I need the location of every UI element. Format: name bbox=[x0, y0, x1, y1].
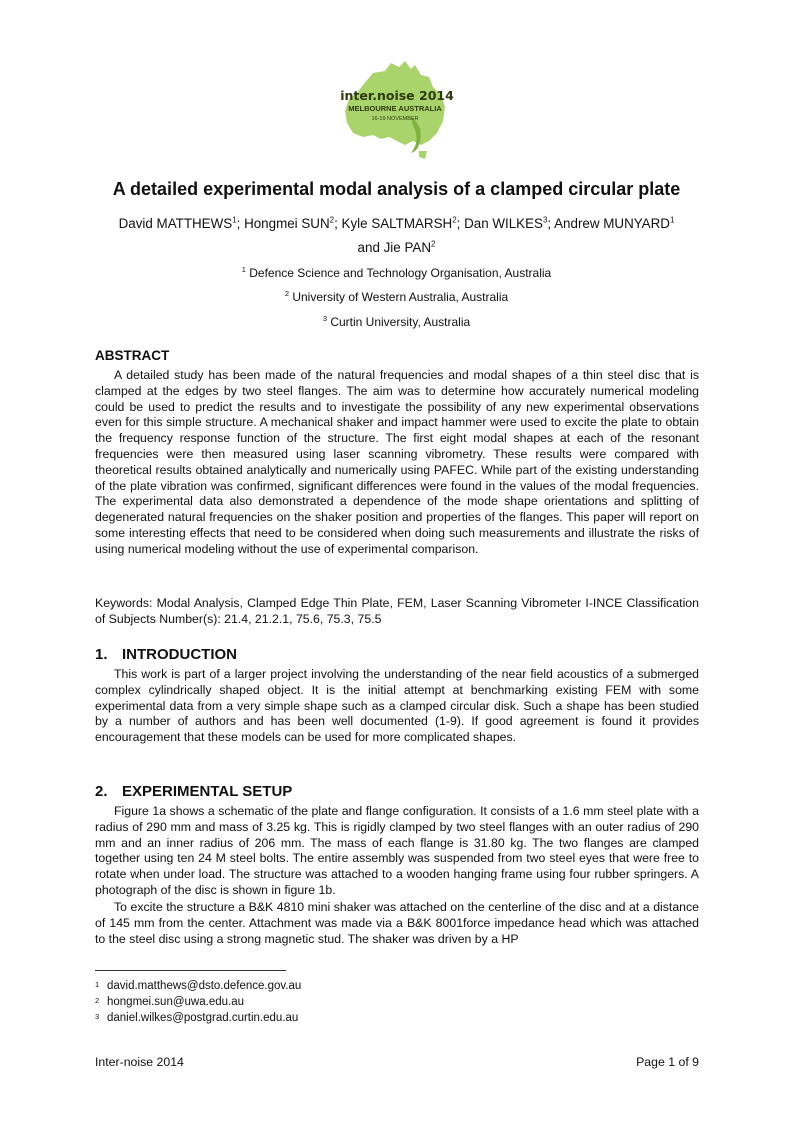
introduction-paragraph: This work is part of a larger project involving the understanding of the near field acoustics of a submerged complex cylindrically shaped object. It is the initial attempt at benchmarking existing FEM with some experimental data from a very simple shape such as a clamped circular disk. Such a shape has been studied by a number of authors and has been well documented (1-9). If good agreement is found it provides encouragement that these models can be used for more complicated shapes. bbox=[95, 667, 699, 745]
affiliation-2 bbox=[0, 288, 793, 306]
author-affiliation-marker: 2 bbox=[452, 215, 457, 225]
section-number: 2. bbox=[95, 783, 108, 800]
section-title: EXPERIMENTAL SETUP bbox=[122, 783, 293, 800]
footnote-email: david.matthews@dsto.defence.gov.au bbox=[107, 980, 302, 992]
experimental-setup-paragraph-1: Figure 1a shows a schematic of the plate and flange configuration. It consists of a 1.6 mm steel plate with a radius of 290 mm and mass of 3.25 kg. This is rigidly clamped by two steel flanges with an outer radius of 290 mm and an inner radius of 206 mm. The mass of each flange is 31.80 kg. The two flanges are clamped together using ten 24 M steel bolts. The entire assembly was suspended from two steel eyes that were free to rotate when under load. The structure was attached to a wooden hanging frame using four rubber springers. A photograph of the disc is shown in figure 1b. bbox=[95, 804, 699, 897]
footnote-1 bbox=[95, 980, 301, 993]
affiliation-text: University of Western Australia, Australia bbox=[288, 290, 509, 304]
footer-page-number: Page 1 of 9 bbox=[636, 1055, 699, 1069]
footnote-marker: 1 bbox=[95, 980, 100, 989]
footnote-email: hongmei.sun@uwa.edu.au bbox=[107, 996, 244, 1008]
logo-line-1: inter.noise 2014 bbox=[340, 88, 454, 103]
footnote-divider bbox=[95, 970, 286, 971]
author-name: David MATTHEWS bbox=[118, 216, 233, 231]
logo-line-2: MELBOURNE AUSTRALIA bbox=[348, 104, 442, 113]
author-affiliation-marker: 1 bbox=[232, 215, 237, 225]
conference-logo bbox=[333, 55, 458, 163]
section-number: 1. bbox=[95, 646, 108, 663]
australia-map-shape bbox=[345, 61, 445, 145]
affiliation-text: Defence Science and Technology Organisation, Australia bbox=[245, 266, 552, 280]
logo-line-3: 16-19 NOVEMBER bbox=[371, 116, 419, 122]
section-heading-experimental-setup bbox=[95, 783, 292, 801]
abstract-heading: ABSTRACT bbox=[95, 348, 170, 363]
author-name: and Jie PAN bbox=[357, 240, 431, 255]
affiliation-1 bbox=[0, 264, 793, 282]
author-name: ; Hongmei SUN bbox=[236, 216, 330, 231]
affiliation-marker: 3 bbox=[322, 314, 327, 323]
footnote-email: daniel.wilkes@postgrad.curtin.edu.au bbox=[107, 1012, 299, 1024]
section-title: INTRODUCTION bbox=[122, 646, 237, 663]
footer-conference-name: Inter-noise 2014 bbox=[95, 1055, 184, 1069]
author-affiliation-marker: 2 bbox=[431, 239, 436, 249]
affiliation-marker: 1 bbox=[241, 265, 246, 274]
author-name: ; Kyle SALTMARSH bbox=[334, 216, 453, 231]
footnote-marker: 2 bbox=[95, 996, 100, 1005]
paper-title: A detailed experimental modal analysis of a clamped circular plate bbox=[112, 179, 681, 199]
author-list-continued bbox=[0, 239, 793, 257]
experimental-setup-paragraph-2: To excite the structure a B&K 4810 mini shaker was attached on the centerline of the disc and at a distance of 145 mm from the center. Attachment was made via a B&K 8001force impedance head which was attached to the steel disc using a strong magnetic stud. The shaker was driven by a HP bbox=[95, 900, 699, 946]
tasmania-shape bbox=[419, 151, 427, 159]
author-affiliation-marker: 1 bbox=[669, 215, 675, 225]
author-affiliation-marker: 2 bbox=[329, 215, 335, 225]
author-list bbox=[0, 215, 793, 233]
affiliation-3 bbox=[0, 313, 793, 331]
footnote-3 bbox=[95, 1012, 298, 1025]
section-heading-introduction bbox=[95, 646, 237, 664]
affiliation-text: Curtin University, Australia bbox=[327, 315, 471, 329]
affiliation-marker: 2 bbox=[284, 289, 289, 298]
author-name: ; Andrew MUNYARD bbox=[547, 216, 670, 231]
footnote-2 bbox=[95, 996, 244, 1009]
abstract-text: A detailed study has been made of the natural frequencies and modal shapes of a thin steel disc that is clamped at the edges by two steel flanges. The aim was to determine how accurately numerical modeling could be used to predict the results and to investigate the possibility of any new experimental observations even for this simple structure. A mechanical shaker and impact hammer were used to excite the plate to obtain the frequency response function of the structure. The first eight modal shapes at each of the resonant frequencies were then measured using laser scanning vibrometry. These results were compared with theoretical results obtained analytically and numerically using PAFEC. While part of the existing understanding of the plate vibration was confirmed, significant differences were found in the values of the modal frequencies. The experimental data also demonstrated a dependence of the mode shape orientations and splitting of degenerated natural frequencies on the shaker position and properties of the flanges. This paper will report on some interesting effects that need to be considered when doing such measurements and illustrate the risks of using numerical modeling without the use of experimental comparison. bbox=[95, 368, 699, 556]
footnote-marker: 3 bbox=[95, 1012, 100, 1021]
author-name: ; Dan WILKES bbox=[456, 216, 543, 231]
keywords: Keywords: Modal Analysis, Clamped Edge Thin Plate, FEM, Laser Scanning Vibrometer I-INCE Classification of Subjects Number(s): 21.4, 21.2.1, 75.6, 75.3, 75.5 bbox=[95, 596, 699, 626]
author-affiliation-marker: 3 bbox=[542, 215, 548, 225]
